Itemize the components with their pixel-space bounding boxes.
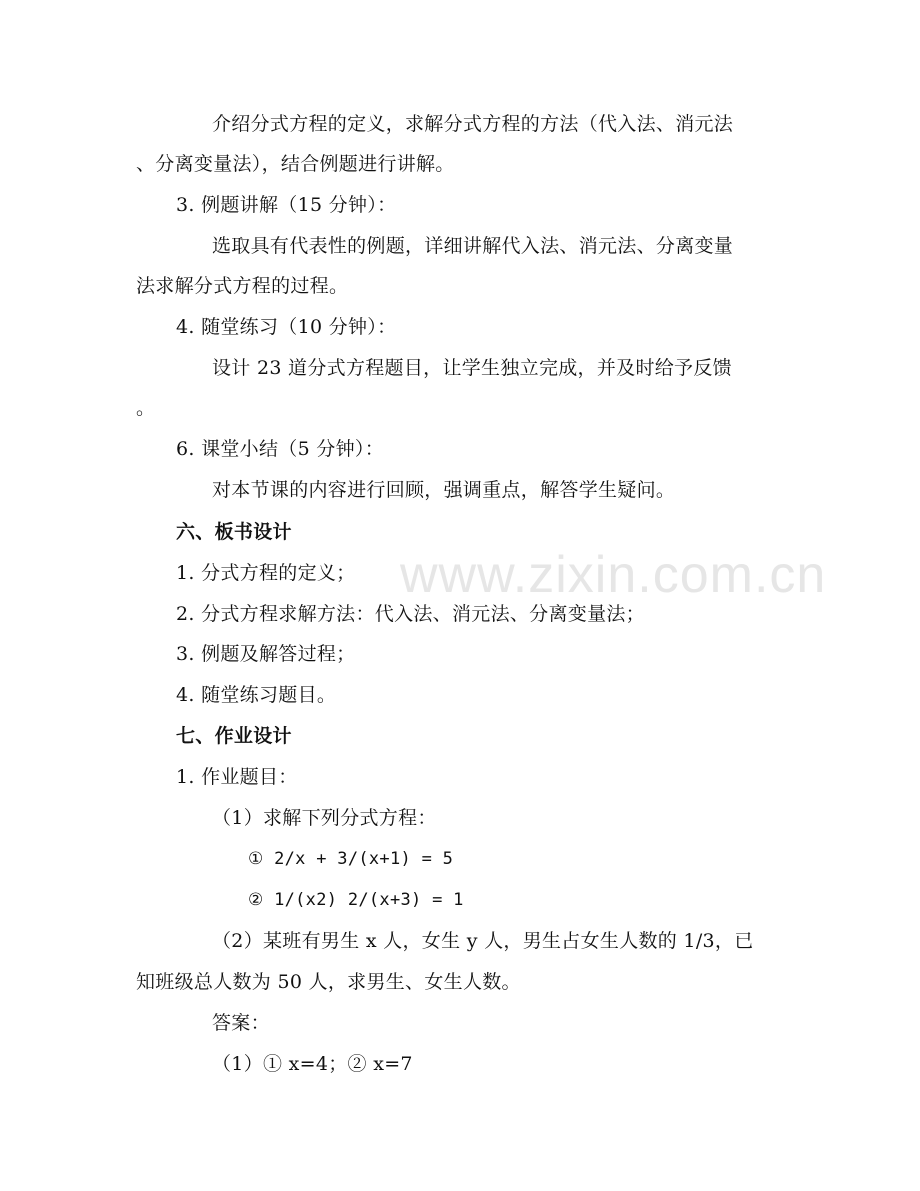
section-heading: 六、板书设计 — [176, 521, 292, 543]
list-item: 4. 随堂练习题目。 — [176, 684, 337, 706]
sub-item: （1）求解下列分式方程： — [212, 807, 437, 829]
paragraph-line: 选取具有代表性的例题，详细讲解代入法、消元法、分离变量 — [212, 235, 734, 257]
list-item: 2. 分式方程求解方法：代入法、消元法、分离变量法； — [176, 603, 645, 625]
paragraph-line: 法求解分式方程的过程。 — [136, 275, 349, 297]
paragraph-line: 、分离变量法），结合例题进行讲解。 — [136, 153, 455, 175]
answer-line: （1）① x=4；② x=7 — [212, 1053, 413, 1075]
sub-item: （2）某班有男生 x 人，女生 y 人，男生占女生人数的 1/3，已 — [212, 930, 754, 952]
equation: ① 2/x + 3/(x+1) = 5 — [248, 849, 454, 869]
paragraph-line: 。 — [136, 397, 156, 419]
watermark: www.zixin.com.cn — [400, 546, 827, 604]
list-item: 1. 分式方程的定义； — [176, 562, 356, 584]
list-item: 4. 随堂练习（10 分钟）： — [176, 316, 397, 338]
equation: ② 1/(x2) 2/(x+3) = 1 — [248, 890, 464, 910]
list-item: 1. 作业题目： — [176, 766, 298, 788]
paragraph-line: 知班级总人数为 50 人，求男生、女生人数。 — [136, 971, 521, 993]
list-item: 3. 例题及解答过程； — [176, 643, 356, 665]
answer-label: 答案： — [212, 1012, 270, 1034]
paragraph-line: 对本节课的内容进行回顾，强调重点，解答学生疑问。 — [212, 479, 676, 501]
paragraph-line: 设计 23 道分式方程题目，让学生独立完成，并及时给予反馈 — [212, 357, 732, 379]
list-item: 3. 例题讲解（15 分钟）： — [176, 194, 397, 216]
paragraph-line: 介绍分式方程的定义，求解分式方程的方法（代入法、消元法 — [212, 113, 734, 135]
section-heading: 七、作业设计 — [176, 725, 292, 747]
list-item: 6. 课堂小结（5 分钟）： — [176, 438, 384, 460]
